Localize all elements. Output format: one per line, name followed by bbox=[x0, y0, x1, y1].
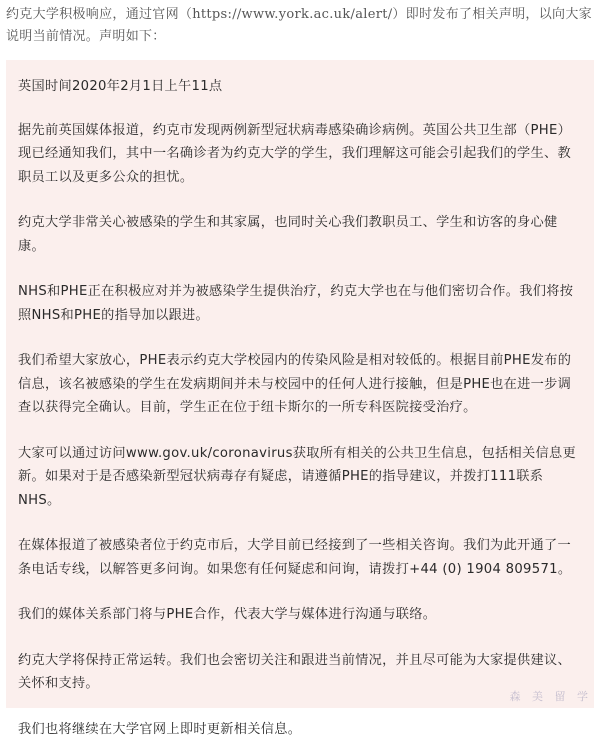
statement-paragraph-6: 在媒体报道了被感染者位于约克市后，大学目前已经接到了一些相关咨询。我们为此开通了一条电话专线，以解答更多问询。如果您有任何疑虑和问询，请拨打+44 (0) 1904 809571。 bbox=[18, 534, 582, 581]
statement-paragraph-4: 我们希望大家放心，PHE表示约克大学校园内的传染风险是相对较低的。根据目前PHE发布的信息，该名被感染的学生在发病期间并未与校园中的任何人进行接触，但是PHE也在进一步调查以获得完全确认。目前，学生正在位于纽卡斯尔的一所专科医院接受治疗。 bbox=[18, 349, 582, 420]
statement-paragraph-9: 我们也将继续在大学官网上即时更新相关信息。 bbox=[18, 718, 582, 741]
statement-paragraph-8: 约克大学将保持正常运转。我们也会密切关注和跟进当前情况，并且尽可能为大家提供建议、关怀和支持。 bbox=[18, 649, 582, 696]
statement-paragraph-7: 我们的媒体关系部门将与PHE合作，代表大学与媒体进行沟通与联络。 bbox=[18, 603, 582, 627]
statement-dateline: 英国时间2020年2月1日上午11点 bbox=[18, 75, 582, 99]
statement-paragraph-5: 大家可以通过访问www.gov.uk/coronavirus获取所有相关的公共卫生信息，包括相关信息更新。如果对于是否感染新型冠状病毒存有疑虑，请遵循PHE的指导建议，并拨打111联系NHS。 bbox=[18, 442, 582, 513]
statement-paragraph-2: 约克大学非常关心被感染的学生和其家属，也同时关心我们教职员工、学生和访客的身心健康。 bbox=[18, 211, 582, 258]
intro-text: 约克大学积极响应，通过官网（https://www.york.ac.uk/alert/）即时发布了相关声明，以向大家说明当前情况。声明如下： bbox=[6, 4, 594, 48]
statement-paragraph-3: NHS和PHE正在积极应对并为被感染学生提供治疗，约克大学也在与他们密切合作。我们将按照NHS和PHE的指导加以跟进。 bbox=[18, 280, 582, 327]
statement-box bbox=[6, 60, 594, 708]
watermark-logo: 森 美 留 学 bbox=[510, 688, 593, 704]
statement-paragraph-1: 据先前英国媒体报道，约克市发现两例新型冠状病毒感染确诊病例。英国公共卫生部（PHE）现已经通知我们，其中一名确诊者为约克大学的学生，我们理解这可能会引起我们的学生、教职员工以及更多公众的担忧。 bbox=[18, 119, 582, 190]
